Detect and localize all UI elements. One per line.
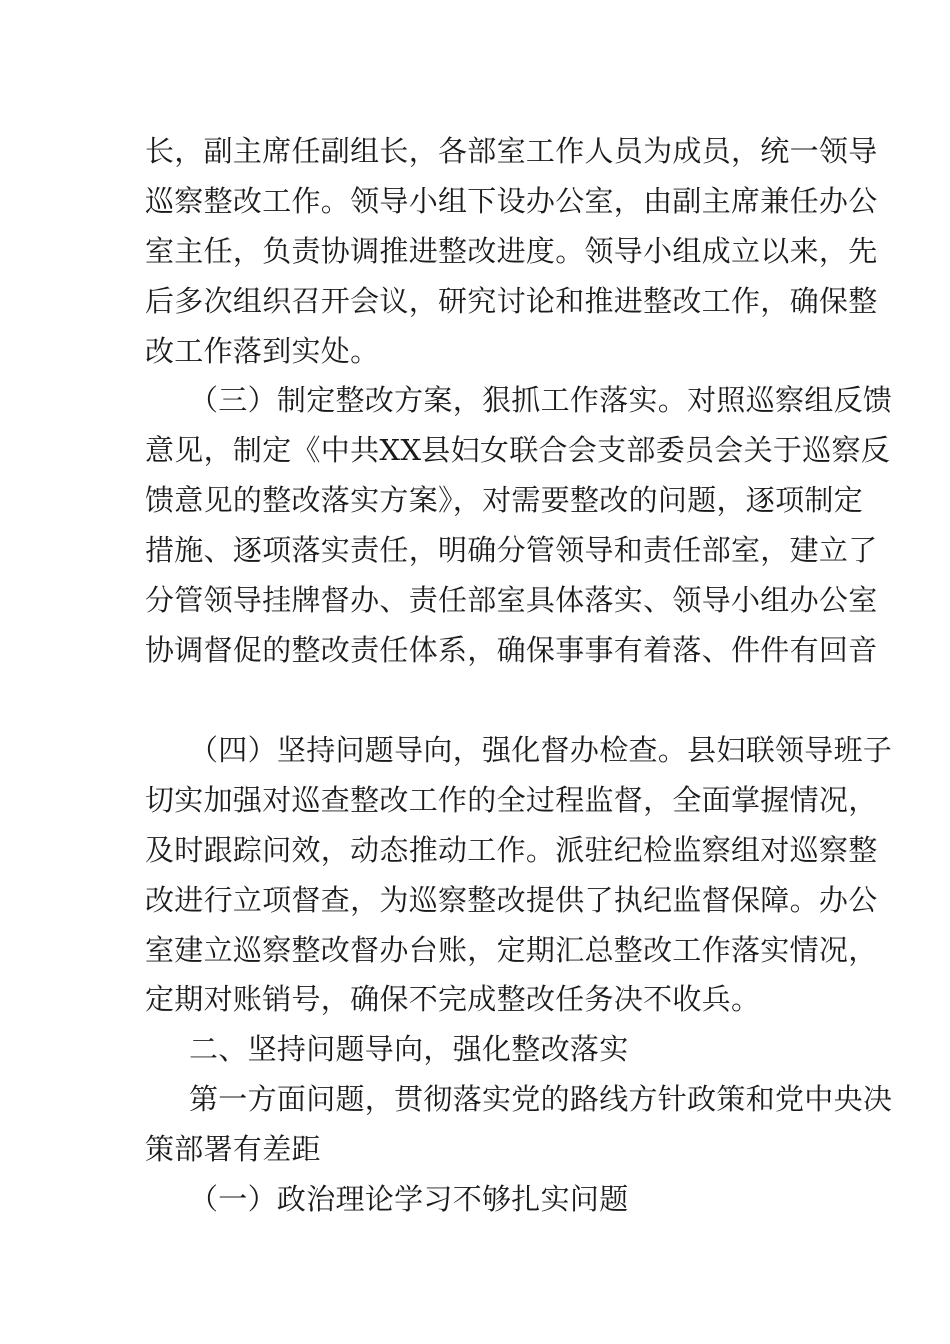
paragraph-line: 分管领导挂牌督办、责任部室具体落实、领导小组办公室 <box>145 583 878 617</box>
paragraph-line: 协调督促的整改责任体系，确保事事有着落、件件有回音 <box>145 633 878 667</box>
section-4-first-line: （四）坚持问题导向，强化督办检查。县妇联领导班子 <box>189 733 893 767</box>
issue-heading-line: 第一方面问题，贯彻落实党的路线方针政策和党中央决 <box>189 1082 893 1116</box>
paragraph-line: 馈意见的整改落实方案》，对需要整改的问题，逐项制定 <box>145 483 864 517</box>
paragraph-line: 改进行立项督查，为巡察整改提供了执纪监督保障。办公 <box>145 883 878 917</box>
paragraph-line: 切实加强对巡查整改工作的全过程监督，全面掌握情况， <box>145 783 878 817</box>
paragraph-line: 长，副主席任副组长，各部室工作人员为成员，统一领导 <box>145 134 878 168</box>
section-heading: 二、坚持问题导向，强化整改落实 <box>189 1032 629 1066</box>
paragraph-line: 意见，制定《中共XX县妇女联合会支部委员会关于巡察反 <box>145 433 891 467</box>
paragraph-line: 室主任，负责协调推进整改进度。领导小组成立以来，先 <box>145 234 878 268</box>
issue-heading-line: 策部署有差距 <box>145 1132 321 1166</box>
paragraph-line: 室建立巡察整改督办台账，定期汇总整改工作落实情况， <box>145 933 878 967</box>
paragraph-line: 定期对账销号，确保不完成整改任务决不收兵。 <box>145 982 761 1016</box>
paragraph-line: 巡察整改工作。领导小组下设办公室，由副主席兼任办公 <box>145 184 878 218</box>
paragraph-line: 后多次组织召开会议，研究讨论和推进整改工作，确保整 <box>145 284 878 318</box>
paragraph-line: 措施、逐项落实责任，明确分管领导和责任部室，建立了 <box>145 533 878 567</box>
paragraph-line: 及时跟踪问效，动态推动工作。派驻纪检监察组对巡察整 <box>145 833 878 867</box>
paragraph-line: 改工作落到实处。 <box>145 334 380 368</box>
section-3-first-line: （三）制定整改方案，狠抓工作落实。对照巡察组反馈 <box>189 383 893 417</box>
subsection-heading: （一）政治理论学习不够扎实问题 <box>189 1182 629 1216</box>
